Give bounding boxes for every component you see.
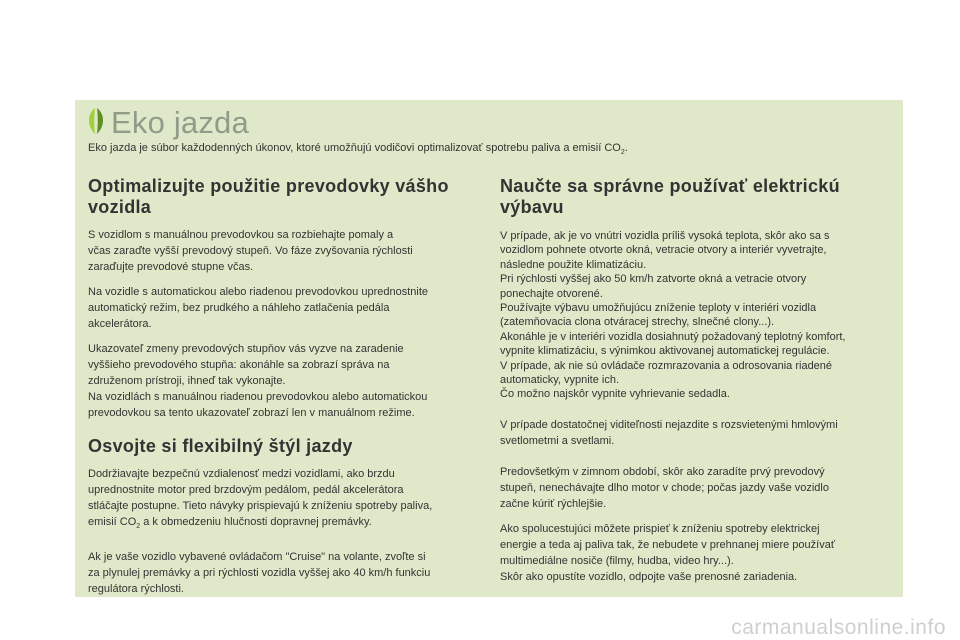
safe-distance-end: a k obmedzeniu hlučnosti dopravnej premávky. — [140, 516, 372, 528]
left-column — [88, 176, 488, 597]
intro-text — [88, 140, 888, 156]
paragraph-automatic-gearbox: Na vozidle s automatickou alebo riadenou prevodovkou uprednostnite automatický režim, bez prudkého a náhleho zatlačenia pedála akcelerátora. — [88, 286, 428, 330]
intro-main: Eko jazda je súbor každodenných úkonov, ktoré umožňujú vodičovi optimalizovať spotrebu paliva a emisií CO — [88, 142, 621, 154]
paragraph-multimedia: Ako spolucestujúci môžete prispieť k zníženiu spotreby elektrickej energie a teda aj paliva tak, že nebudete v prehnanej miere používať multimediálne nosiče (filmy, hudba, video hry...). Skôr ako opustíte vozidlo, odpojte vaše prenosné zariadenia. — [500, 522, 835, 583]
paragraph-air-conditioning: V prípade, ak je vo vnútri vozidla príliš vysoká teplota, skôr ako sa s vozidlom pohnete otvorte okná, vetracie otvory a interiér vyvetrajte, následne použite klimatizáciu. Pri rýchlosti vyššej ako 50 km/h zatvorte okná a vetracie otvory ponechajte otvorené. Používajte výbavu umožňujúcu zníženie teploty v interiéri vozidla (zatemňovacia clona otváracej strechy, slnečné clony...). Akonáhle je v interiéri vozidla dosiahnutý požadovaný teplotný komfort, vypnite klimatizáciu, s výnimkou aktivovanej automatickej regulácie. V prípade, ak nie sú ovládače rozmrazovania a odrosovania riadené automaticky, vypnite ich. Čo možno najskôr vypnite vyhrievanie sedadla. — [500, 230, 846, 401]
safe-distance-main: Dodržiavajte bezpečnú vzdialenosť medzi vozidlami, ako brzdu uprednostnite motor pred brzdovým pedálom, pedál akcelerátora stláčajte postupne. Tieto návyky prispievajú k zníženiu spotreby paliva, emisií CO — [88, 468, 433, 528]
paragraph-cruise-control: Ak je vaše vozidlo vybavené ovládačom "Cruise" na volante, zvoľte si za plynulej premávky a pri rýchlosti vozidla vyššej ako 40 km/h funkciu regulátora rýchlosti. — [88, 551, 431, 595]
paragraph-gear-indicator: Ukazovateľ zmeny prevodových stupňov vás vyzve na zaradenie vyššieho prevodového stupňa: akonáhle sa zobrazí správa na združenom prístroji, ihneď tak vykonajte. Na vozidlách s manuálnou riadenou prevodovkou alebo automatickou prevodovkou sa tento ukazovateľ zobrazí len v manuálnom režime. — [88, 343, 428, 419]
paragraph-manual-gearbox: S vozidlom s manuálnou prevodovkou sa rozbiehajte pomaly a včas zaraďte vyšší prevodový stupeň. Vo fáze zvyšovania rýchlosti zaraďujte prevodové stupne včas. — [88, 229, 413, 273]
intro-subscript: 2 — [620, 149, 625, 156]
heading-driving-style: Osvojte si flexibilný štýl jazdy — [88, 436, 353, 456]
safe-distance-subscript: 2 — [136, 523, 141, 530]
page-title: Eko jazda — [111, 105, 249, 140]
paragraph-safe-distance — [88, 466, 488, 530]
paragraph-fog-lights: V prípade dostatočnej viditeľnosti nejazdite s rozsvietenými hmlovými svetlometmi a svetlami. — [500, 418, 838, 447]
heading-gearbox: Optimalizujte použitie prevodovky vášho vozidla — [88, 176, 449, 217]
right-column — [500, 176, 895, 585]
intro-end: . — [624, 142, 628, 154]
watermark: carmanualsonline.info — [731, 616, 946, 639]
leaf-icon — [85, 106, 107, 136]
paragraph-winter-engine: Predovšetkým v zimnom období, skôr ako zaradíte prvý prevodový stupeň, nenechávajte dlho motor v chode; počas jazdy vaše vozidlo začne kúriť rýchlejšie. — [500, 465, 829, 510]
heading-electrical-equipment: Naučte sa správne používať elektrickú výbavu — [500, 176, 840, 217]
